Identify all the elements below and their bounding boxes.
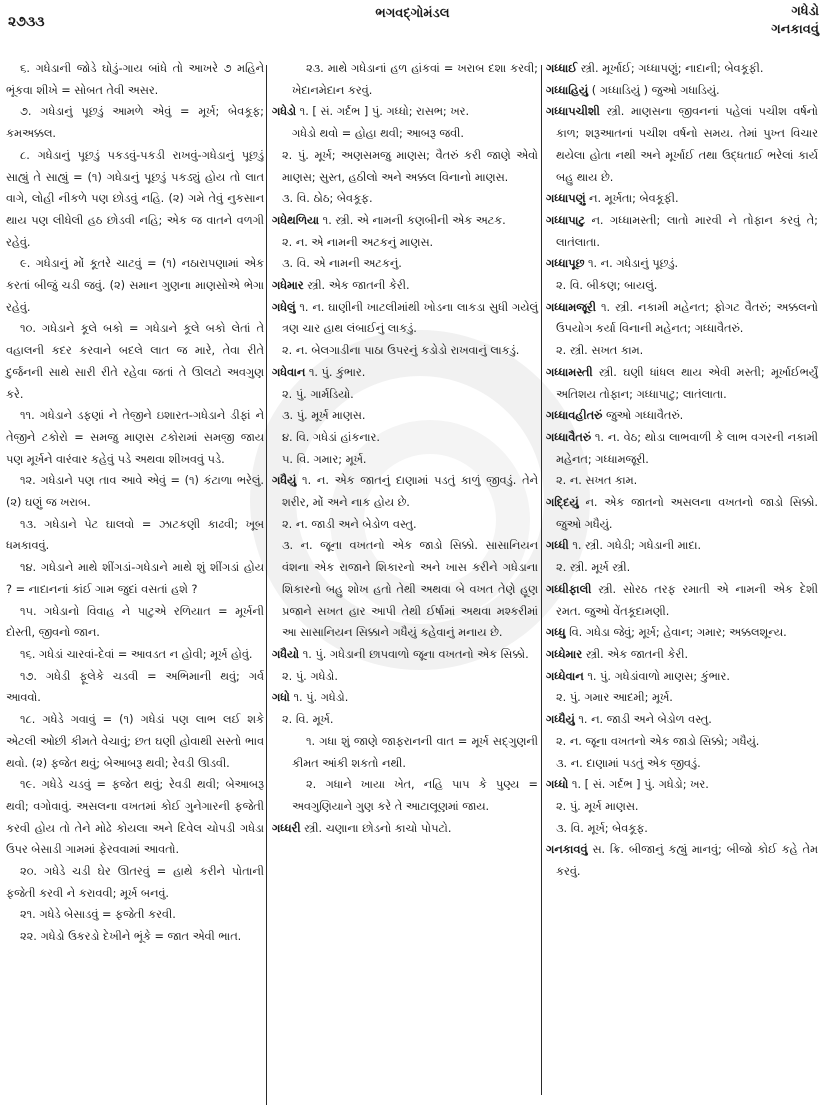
entry-definition: ૧. ન. એક જાતનું દાણામાં પડતું કાળું જીવડું. તેને શરીર, મોં અને નાક હોય છે. — [282, 474, 538, 510]
dictionary-entry — [546, 101, 818, 188]
column-divider-right — [541, 65, 542, 1095]
entry-sense: ૨. પું. મૂર્ખ માણસ. — [556, 799, 639, 813]
entry-headword: ગધ્ધીફાલી — [546, 582, 592, 596]
entry-definition: સ્ત્રી. મૂર્ખાઈ; ગધ્ધાપણું; નાદાની; બેવકૂફી. — [580, 62, 764, 75]
dictionary-entry — [546, 622, 818, 644]
entry-headword: ગધ્ધરી — [272, 821, 301, 835]
entry-definition: સ્ત્રી. માણસના જીવનનાં પહેલાં પચીશ વર્ષનો કાળ; શરૂઆતનાં પચીશ વર્ષનો સમય. તેમાં પુખ્ત વિચાર થયેલા હોતા નથી અને મૂર્ખાઈ તથા ઉદ્ધતાઈ ભરેલાં કાર્ય બહુ થાય છે. — [556, 105, 819, 184]
entry-definition: ૧. [ સં. ગર્દભ ] પું. ગધ્ધો; રાસભ; ખર. — [299, 105, 470, 119]
entry-definition: વિ. ગધેડા જેવું; મૂર્ખ; હેવાન; ગમાર; અક્કલશૂન્ય. — [569, 626, 787, 640]
entry-sense: ૪. વિ. ગધેડાં હાંકનાર. — [282, 430, 380, 444]
entry-definition: સ્ત્રી. ઘણી ધાંધલ થાય એવી મસ્તી; મૂર્ખાઈભર્યું અતિશય તોફાન; ગધ્ધાપાટુ; લાતંલાતા. — [556, 365, 819, 401]
column-middle — [272, 58, 538, 839]
entry-definition: સ્ત્રી. એક જાતની કેરી. — [585, 647, 689, 661]
entry-definition: ૧. સ્ત્રી. નકામી મહેનત; ફોગટ વૈતરું; અક્કલનો ઉપયોગ કર્યા વિનાની મહેનત; ગધ્ધાવૈતરું. — [556, 300, 819, 336]
dictionary-entry — [272, 210, 538, 232]
entry-headword: ગધ્ધો — [546, 778, 569, 792]
entry-definition: ૧. પું. કુંભાર. — [308, 365, 366, 379]
dictionary-entry — [546, 666, 818, 688]
dictionary-entry — [546, 709, 818, 731]
entry-sense: ૨. સ્ત્રી. મૂર્ખ સ્ત્રી. — [556, 561, 631, 575]
proverb: ૬. ગધેડાની જોડે ઘોડું-ગાય બાંધે તો આખરે ૭ મહિને ભૂંકવા શીખે = સોબત તેવી અસર. — [6, 62, 264, 97]
dictionary-entry — [272, 644, 538, 666]
dictionary-entry — [546, 579, 818, 622]
dictionary-entry — [272, 297, 538, 340]
proverb: ૧૪. ગધેડાને માથે શીંગડાં-ગધેડાને માથે શું શીંગડાં હોય ? = નાદાનનાં કાંઈ ગામ જુદાં વસતાં હશે ? — [6, 561, 264, 596]
entry-sense: ૨. પું. ગાર્મડિયો. — [282, 387, 354, 401]
entry-definition: ૧. પું. ગધેડો. — [293, 691, 349, 705]
entry-definition: સ્ત્રી. એક જાતની કેરી. — [307, 279, 410, 293]
dictionary-entry — [546, 210, 818, 253]
entry-sense: ૨. વિ. બીકણ; બાયલું. — [556, 279, 658, 293]
entry-headword: ગધ્ધાવહીતરું — [546, 409, 603, 423]
entry-headword: ગધ્ધૈયું — [546, 713, 575, 727]
proverb: ૯. ગધેડાનું મોં કૂતરે ચાટવું = (૧) નઠારાપણામાં એક કરતાં બીજું ચડી જવું. (૨) સમાન ગુણના માણસોએ ભેગા રહેવું. — [6, 257, 264, 314]
proverb: ૨૧. ગધેડે બેસાડવું = ફજેતી કરવી. — [20, 908, 176, 922]
entry-headword: ગધો — [272, 691, 290, 705]
entry-headword: ગધ્ધી — [546, 539, 569, 553]
entry-sense: ૩. પું. મૂર્ખ માણસ. — [282, 409, 366, 423]
entry-definition: સ્ત્રી. ચણાના છોડનો કાચો પોપટો. — [304, 821, 452, 835]
dictionary-entry — [546, 253, 818, 275]
entry-headword: ગધ્ધેવાન — [546, 669, 584, 683]
entry-headword: ગધેમાર — [272, 279, 304, 293]
entry-definition: ૧. સ્ત્રી. ગધેડી; ગધેડાની માદા. — [572, 539, 702, 553]
column-left — [6, 58, 264, 948]
dictionary-entry — [272, 101, 538, 123]
proverb: ૧. ગધા શું જાણે જાફરાનની વાત = મૂર્ખ સદ્ગુણની કીમત આંકી શકતો નથી. — [292, 734, 538, 770]
dictionary-entry — [546, 535, 818, 557]
entry-definition: ૧. પું. ગધેડાની છાપવાળો જૂના વખતનો એક સિક્કો. — [302, 647, 529, 661]
dictionary-entry — [272, 687, 538, 709]
proverb: ૨૦. ગધેડે ચડી ઘેર ઊતરવું = હાથે કરીને પોતાની ફજેતી કરવી ને કરાવવી; મૂર્ખ બનવું. — [6, 865, 264, 900]
entry-headword: ગધ્ધાપૂછ — [546, 257, 585, 271]
entry-sense: ૨. સ્ત્રી. સખત કામ. — [556, 344, 644, 358]
proverb: ૮. ગધેડાનું પૂછડું પકડવું-પકડી રાખવું-ગધેડાનું પૂછડું સાહ્યું તે સાહ્યું = (૧) ગધેડાનું પૂછડું પકડ્યું હોય તો લાત વાગે, લોહી નીકળે પણ છોડવું નહિ. (૨) ગમે તેવું નુકસાન થાય પણ લીધેલી હઠ છોડવી નહિ; એક જ વાતને વળગી રહેવું. — [6, 148, 264, 249]
dictionary-entry — [546, 405, 818, 427]
entry-headword: ગધ્ધુ — [546, 626, 566, 640]
entry-headword: ગધેથળિયા — [272, 213, 320, 227]
entry-headword: ગધ્ધામસ્તી — [546, 365, 593, 379]
entry-sense: ૨. ન. એ નામની અટકનું માણસ. — [282, 235, 434, 249]
column-divider-left — [266, 65, 267, 1105]
entry-headword: ગધ્ધાપચીશી — [546, 105, 600, 119]
entry-definition: ૧. ન. જાડી અને બેડોળ વસ્તુ. — [578, 713, 712, 727]
entry-sense: ૨. પું. ગમાર આદમી; મૂર્ખ. — [556, 691, 673, 705]
entry-sense: ૩. વિ. ઠોઠ; બેવકૂફ. — [282, 192, 373, 206]
entry-sense: ૩. ન. દાણામાં પડતું એક જીવડું. — [556, 756, 701, 770]
guide-word-first: ગધેડો — [791, 4, 819, 19]
entry-definition: ૧. સ્ત્રી. એ નામની કણબીની એક અટક. — [322, 213, 506, 227]
entry-definition: ( ગધ્ધાડિયું ) જુઓ ગધાડિયું. — [591, 83, 720, 97]
entry-sense: ૨. ન. જૂના વખતનો એક જાડો સિક્કો; ગધૈયું. — [556, 734, 760, 748]
book-title: ભગવદ્ગોમંડલ — [375, 6, 450, 21]
idiom: ગધેડો થવો = હોહા થવી; આબરૂ જવી. — [292, 127, 464, 141]
proverb: ૧૫. ગધેડાનો વિવાહ ને પાટુએ રળિયાત = મૂર્ખની દોસ્તી, જીવનો જાન. — [6, 604, 264, 640]
proverb: ૧૭. ગધેડી ફૂલેકે ચડવી = અભિમાની થવું; ગર્વ આવવો. — [6, 669, 264, 705]
proverb: ૧૨. ગધેડાને પણ તાવ આવે એવું = (૧) કંટાળા ભરેલું. (૨) ઘણું જ ખરાબ. — [6, 474, 264, 510]
entry-definition: ન. મૂર્ખતા; બેવકૂફી. — [589, 192, 679, 206]
column-right — [546, 58, 818, 883]
dictionary-entry — [546, 362, 818, 405]
entry-headword: ગધ્ધામજૂરી — [546, 300, 597, 314]
entry-headword: ગધેલું — [272, 300, 296, 314]
proverb: ૨૩. માથે ગધેડાનાં હળ હાંકવાં = ખરાબ દશા કરવી; ખેદાનમેદાન કરવું. — [292, 62, 538, 97]
entry-sense: ૨. ન. બેલગાડીના પાઠા ઉપરનું કડોડો રાખવાનું લાકડું. — [282, 344, 520, 358]
entry-headword: ગધૈયો — [272, 647, 300, 661]
proverb: ૨૨. ગધેડો ઉકરડો દેખીને ભૂંકે = જાત એવી ભાત. — [20, 930, 242, 944]
entry-definition: ૧. [ સં. ગર્દભ ] પું. ગધેડો; ખર. — [571, 778, 709, 792]
entry-headword: ગધ્ધાહિયું — [546, 83, 589, 97]
proverb: ૧૯. ગધેડે ચડવું = ફજેત થવું; રેવડી થવી; બેઆબરૂ થવી; વગોવાવું. અસલના વખતમાં કોઈ ગુનેગારની ફજેતી કરવી હોય તો તેને મોઢે કોયલા અને દિવેલ ચોપડી ગધેડા ઉપર બેસાડી ગામમાં ફેરવવામાં આવતો. — [6, 778, 264, 857]
dictionary-entry — [546, 297, 818, 340]
dictionary-entry — [546, 492, 818, 535]
entry-definition: જુઓ ગધ્ધાવૈતરું. — [605, 409, 684, 423]
entry-headword: ગધ્ધાપણું — [546, 192, 586, 206]
entry-sense: ૨. ન. સખત કામ. — [556, 474, 638, 488]
entry-headword: ગધ્ધેમાર — [546, 647, 583, 661]
dictionary-entry — [546, 427, 818, 470]
guide-word-last: ગનકાવવું — [771, 22, 819, 37]
entry-headword: ગધેડો — [272, 105, 297, 119]
dictionary-entry — [546, 644, 818, 666]
dictionary-entry — [546, 774, 818, 796]
proverb: ૭. ગધેડાનું પૂછડું આમળે એવું = મૂર્ખ; બેવકૂફ; કમઅક્કલ. — [6, 105, 264, 141]
entry-sense: ૩. વિ. મૂર્ખ; બેવકૂફ. — [556, 821, 648, 835]
dictionary-entry — [546, 80, 818, 102]
entry-headword: ગદ્દિયું — [546, 496, 579, 510]
entry-headword: ગધ્ધાપાટુ — [546, 213, 585, 227]
entry-sense: ૨. પું. મૂર્ખ; અણસમજુ માણસ; વૈતરું કરી જાણે એવો માણસ; સુસ્ત, હઠીલો અને અક્કલ વિનાનો માણસ. — [282, 148, 538, 184]
entry-sense: ૩. વિ. એ નામની અટકનું. — [282, 257, 402, 271]
entry-headword: ગધ્ધાઈ — [546, 62, 577, 75]
proverb: ૧૧. ગધેડાને ડફણાં ને તેજીને ઇશારત-ગધેડાને ડીફાં ને તેજીને ટકોરો = સમજુ માણસ ટકોરામાં સમજી જાય પણ મૂર્ખને વારંવાર કહેવું પડે અથવા શીખવવું પડે. — [6, 409, 264, 466]
dictionary-entry — [546, 58, 818, 80]
dictionary-entry — [546, 839, 818, 882]
entry-headword: ગધેવાન — [272, 365, 306, 379]
dictionary-entry — [546, 188, 818, 210]
entry-sense: ૩. ન. જૂના વખતનો એક જાડો સિક્કો. સાસાનિયન વંશના એક રાજાને શિકારનો અને ખાસ કરીને ગધેડાના શિકારનો બહુ શોખ હતો તેથી અથવા બે વખત તેણે હૂણ પ્રજાને સખત હાર આપી તેથી ઈર્ષામાં અથવા મશ્કરીમાં આ સાસાનિયન સિક્કાને ગધૈયું કહેવાનું મનાય છે. — [282, 539, 538, 640]
entry-definition: ન. ગધ્ધામસ્તી; લાતો મારવી ને તોફાન કરવું તે; લાતંલાતા. — [556, 213, 818, 249]
entry-definition: ૧. ન. ગધેડાનું પૂછડું. — [587, 257, 679, 271]
entry-headword: ગધૈયું — [272, 474, 297, 488]
proverb: ૧૬. ગધેડાં ચારવાં-દેવાં = આવડત ન હોવી; મૂર્ખ હોવું. — [20, 647, 253, 661]
proverb: ૧૦. ગધેડાને કૂલે બકો = ગધેડાને કૂલે બકો લેતાં તે વહાલની કદર કરવાને બદલે લાત જ મારે, તેવા રીતે દુર્જનની સાથે સારી રીતે રહેવા જતાં તે ઊલટો અવગુણ કરે. — [6, 322, 264, 401]
dictionary-entry — [272, 470, 538, 513]
proverb: ૧૮. ગધેડે ગવાવું = (૧) ગધેડાં પણ લાભ લઈ શકે એટલી ઓછી કીમતે વેચાવું; છત ઘણી હોવાથી સસ્તો ભાવ થવો. (૨) ફજેત થવું; બેઆબરૂ થવી; રેવડી ઊડવી. — [6, 713, 264, 770]
entry-sense: ૨. વિ. મૂર્ખ. — [282, 713, 334, 727]
entry-definition: સ્ત્રી. સોરઠ તરફ રમાતી એ નામની એક દેશી રમત. જુઓ વેંતકૂદામણી. — [556, 582, 818, 618]
page-header — [0, 0, 825, 52]
proverb: ૧૩. ગધેડાને પેટ ઘાલવો = ઝાટકણી કાઢવી; ખૂબ ધમકાવવું. — [6, 517, 264, 553]
dictionary-entry — [272, 362, 538, 384]
entry-definition: ૧. ન. વેઠ; થોડા લાભવાળી કે લાભ વગરની નકામી મહેનત; ગધ્ધામજૂરી. — [556, 430, 818, 466]
page-number: ૨૭૩૩ — [8, 14, 45, 30]
entry-definition: સ. ક્રિ. બીજાનું કહ્યું માનવું; બીજો કોઈ કહે તેમ કરવું. — [556, 843, 818, 879]
entry-headword: ગધ્ધાવૈતરું — [546, 430, 592, 444]
entry-sense: ૫. વિ. ગમાર; મૂર્ખ. — [282, 452, 367, 466]
entry-definition: ૧. ન. ઘાણીની ખાટલીમાંથી ખોડના લાકડા સુધી ગયેલું ત્રણ ચાર હાથ લંબાઈનું લાકડું. — [282, 300, 539, 336]
entry-sense: ૨. ન. જાડી અને બેડોળ વસ્તુ. — [282, 517, 417, 531]
dictionary-entry — [272, 275, 538, 297]
entry-definition: ૧. પું. ગધેડાંવાળો માણસ; કુંભાર. — [587, 669, 730, 683]
proverb: ૨. ગધાને ખાયા ખેત, નહિ પાપ કે પુણ્ય = અવગુણિયાને ગુણ કરે તે આટાલૂણમાં જાય. — [292, 778, 538, 813]
entry-sense: ૨. પું. ગધેડો. — [282, 669, 338, 683]
dictionary-entry — [272, 818, 538, 840]
entry-definition: ન. એક જાતનો અસલના વખતનો જાડો સિક્કો. જુઓ ગધૈયું. — [556, 496, 818, 531]
entry-headword: ગનકાવવું — [546, 843, 588, 857]
